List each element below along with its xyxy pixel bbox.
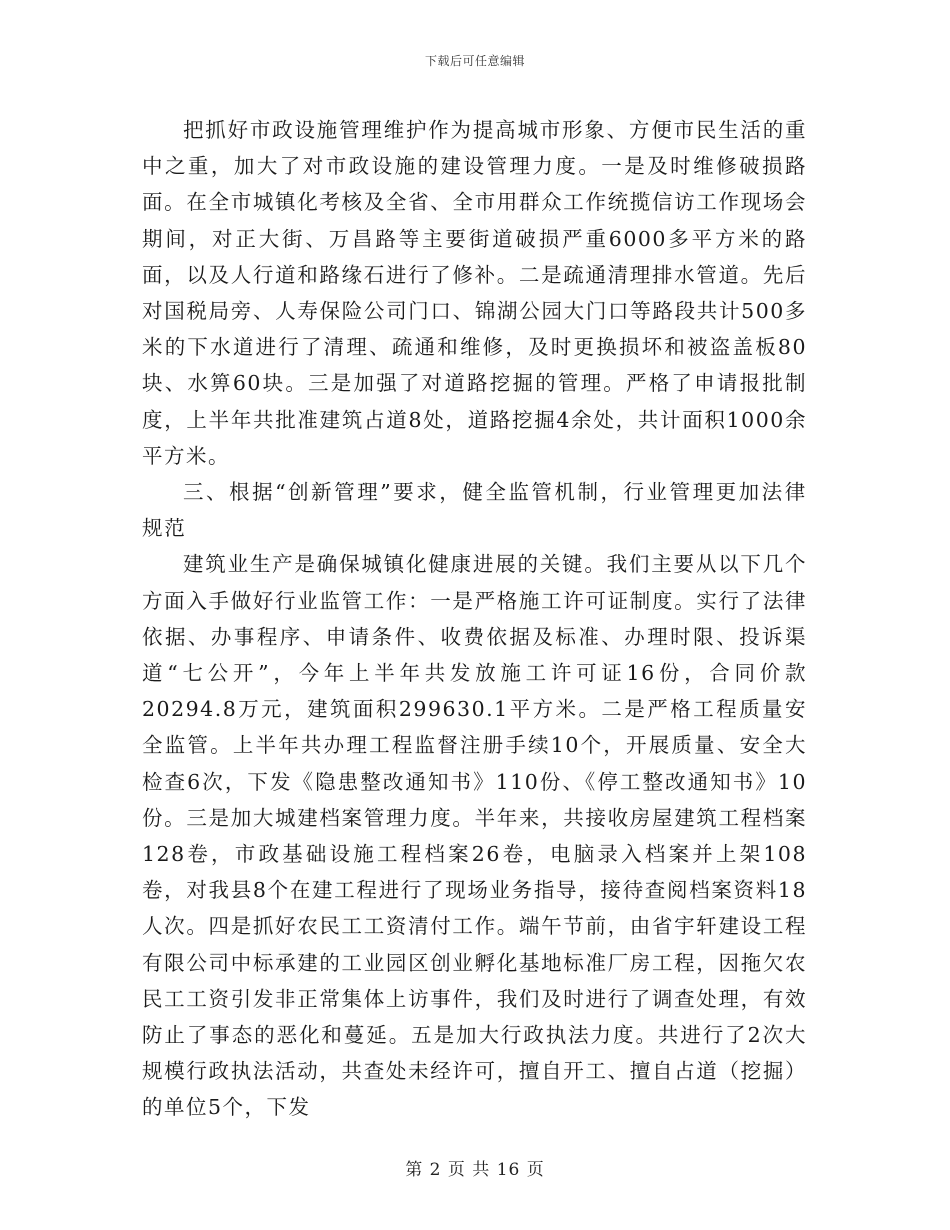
page-header-note: 下载后可任意编辑 bbox=[424, 54, 525, 68]
paragraph-construction-supervision: 建筑业生产是确保城镇化健康进展的关键。我们主要从以下几个方面入手做好行业监管工作：一是严格施工许可证制度。实行了法律依据、办事程序、申请条件、收费依据及标准、办理时限、投诉渠道“七公开”，今年上半年共发放施工许可证16份，合同价款20294.8万元，建筑面积299630.1平方米。二是严格工程质量安全监管。上半年共办理工程监督注册手续10个，开展质量、安全大检查6次，下发《隐患整改通知书》110份、《停工整改通知书》10份。三是加大城建档案管理力度。半年来，共接收房屋建筑工程档案128卷，市政基础设施工程档案26卷，电脑录入档案并上架108卷，对我县8个在建工程进行了现场业务指导，接待查阅档案资料18人次。四是抓好农民工工资清付工作。端午节前，由省宇轩建设工程有限公司中标承建的工业园区创业孵化基地标准厂房工程，因拖欠农民工工资引发非正常集体上访事件，我们及时进行了调查处理，有效防止了事态的恶化和蔓延。五是加大行政执法力度。共进行了2次大规模行政执法活动，共查处未经许可，擅自开工、擅自占道（挖掘）的单位5个，下发 bbox=[142, 552, 807, 1120]
document-body bbox=[142, 112, 807, 1126]
page-number-footer: 第 2 页 共 16 页 bbox=[405, 1160, 545, 1180]
paragraph-municipal-facilities: 把抓好市政设施管理维护作为提高城市形象、方便市民生活的重中之重，加大了对市政设施的建设管理力度。一是及时维修破损路面。在全市城镇化考核及全省、全市用群众工作统揽信访工作现场会期间，对正大街、万昌路等主要街道破损严重6000多平方米的路面，以及人行道和路缘石进行了修补。二是疏通清理排水管道。先后对国税局旁、人寿保险公司门口、锦湖公园大门口等路段共计500多米的下水道进行了清理、疏通和维修，及时更换损坏和被盗盖板80块、水箅60块。三是加强了对道路挖掘的管理。严格了申请报批制度，上半年共批准建筑占道8处，道路挖掘4余处，共计面积1000余平方米。 bbox=[142, 118, 807, 468]
section-heading-three: 三、根据“创新管理”要求，健全监管机制，行业管理更加法律规范 bbox=[142, 480, 807, 541]
